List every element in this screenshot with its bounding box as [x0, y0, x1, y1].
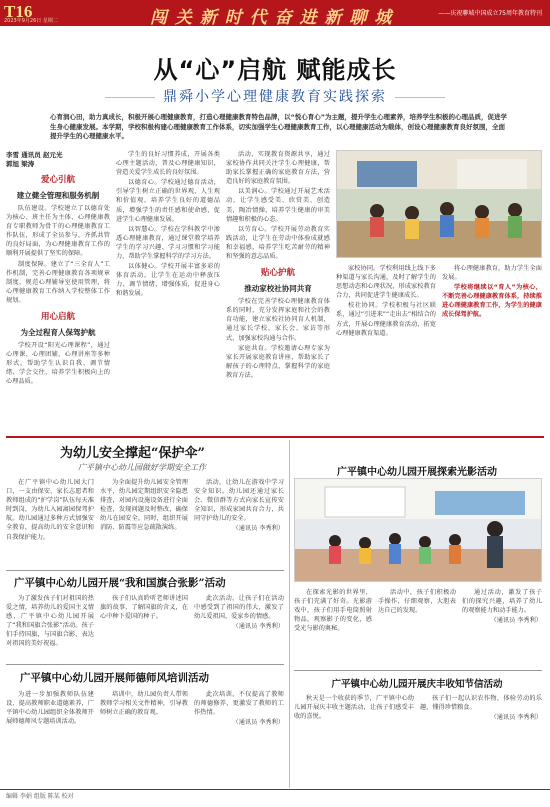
banner-theme: ——庆祝聊城中国成立75周年教育特刊	[438, 10, 542, 17]
page-number: T16	[4, 2, 33, 21]
column-divider	[289, 440, 290, 788]
divider	[6, 664, 284, 665]
article4-col-2	[100, 690, 188, 786]
paragraph: 通过活动，激发了孩子们的探究兴趣，培养了幼儿的观察能力和动手能力。	[462, 589, 542, 615]
right2-col-2	[420, 694, 542, 786]
paragraph: 此次培训，不仅提高了教师的师德修养，更激发了教师的工作热情。	[194, 691, 284, 717]
divider	[294, 670, 542, 671]
paragraph: 培训中，幼儿园负责人带领教师学习相关文件精神，引导教师树立正确的教育观。	[100, 691, 188, 717]
paragraph: 活动，实现教育资源共享，通过家校协作共同关注学生心理健康，帮助家长掌握正确的家庭教育方法，营造良好的家庭教育氛围。	[226, 151, 330, 186]
main-column-4	[336, 264, 436, 430]
issue-date: 2023年9月26日 星期二	[4, 18, 58, 24]
section-subheading: 推动家校社协同共育	[244, 284, 312, 294]
paragraph: 以美润心。学校通过开展艺术活动，让学生感受美、欣赏美、创造美，陶冶情操，培养学生健康的审美情趣和积极的心态。	[226, 188, 330, 223]
page-title: 从“心”启航 赋能成长	[153, 56, 397, 84]
credit: （通讯员 李秀利）	[232, 623, 284, 631]
section-heading: 用心启航	[40, 312, 75, 323]
article-title: 广平镇中心幼儿园开展探索光影活动	[337, 467, 497, 478]
section-subheading: 为全过程育人保驾护航	[20, 328, 96, 338]
article2-col-2	[100, 478, 188, 566]
divider	[6, 436, 544, 438]
activity-photo	[294, 478, 542, 582]
paragraph: 此次活动，让孩子们在活动中感受到了祖国的伟大，激发了幼儿爱祖国、爱家乡的情感。	[194, 595, 284, 621]
paragraph: 队伍建设。学校建立了以德育处为核心、班主任为主体、心理健康教育专职教师为骨干的心理健康教育工作队伍，形成了全员参与、齐抓共管的良好局面，为心理健康教育工作的顺利开展提供了坚实的保障。	[6, 205, 110, 258]
article2-col-1	[6, 478, 94, 566]
footer-credits: 编辑 李娟 组版 陈某 校对	[6, 793, 74, 800]
paragraph: 以德育心。学校通过德育活动，引导学生树立正确的世界观、人生观和价值观，培养学生良好的道德品质，增强学生的责任感和使命感，促进学生心理健康发展。	[116, 179, 220, 223]
main-column-1	[6, 150, 110, 430]
main-column-3	[226, 150, 330, 430]
article2-col-3	[194, 478, 284, 566]
article-title: 广平镇中心幼儿园开展“我和国旗合张影”活动	[14, 577, 226, 589]
paragraph: 将心理健康教育，助力学生全面发展。	[442, 265, 542, 282]
paragraph: 学校将继续以“育人”为核心，不断完善心理健康教育体系，持续推进心理健康教育工作，为学生的健康成长保驾护航。	[442, 284, 542, 319]
article4-col-3	[194, 690, 284, 786]
article3-col-1	[6, 594, 94, 660]
paragraph: 学校在完善学校心理健康教育体系的同时，充分发挥家庭和社会的教育功能，建立家校社协同育人机制，通过家长学校、家长会、家访等形式，加强家校沟通与合作。	[226, 298, 330, 342]
paragraph: 以体健心。学校开展丰富多彩的体育活动，让学生在运动中释放压力、调节情绪、增强体质，促进身心和谐发展。	[116, 263, 220, 298]
section-subheading: 建立健全管理和服务机制	[16, 191, 100, 200]
footer-rule	[0, 789, 550, 790]
paragraph: 校社协同。学校积极与社区联系，通过“引进来”“走出去”相结合的方式，开展心理健康教育活动，拓宽心理健康教育渠道。	[336, 302, 436, 337]
section-heading: 贴心护航	[260, 268, 295, 279]
classroom-photo-icon	[337, 151, 542, 258]
right-col-1	[294, 588, 372, 666]
paragraph: 为全面提升幼儿园安全管理水平，幼儿园定期组织安全隐患排查，对园内设施设备进行全面检查，发现问题及时整改，确保幼儿在园安全。同时，组织开展消防、防震等应急疏散演练。	[100, 479, 188, 532]
article-title: 为幼儿安全撑起“保护伞”	[60, 446, 205, 461]
page-banner	[0, 0, 550, 26]
article3-col-2	[100, 594, 188, 660]
paragraph: 家校协同。学校利用线上线下多种渠道与家长沟通，及时了解学生的思想动态和心理状况，形成家校教育合力，共同促进学生健康成长。	[336, 265, 436, 300]
article-title: 广平镇中心幼儿园开展师德师风培训活动	[20, 672, 209, 684]
paragraph: 以智慧心。学校在学科教学中渗透心理健康教育，通过课堂教学培养学生的学习兴趣、学习习惯和学习能力，帮助学生掌握科学的学习方法。	[116, 225, 220, 261]
article3-col-3	[194, 594, 284, 660]
section-heading: 爱心引航	[40, 175, 75, 185]
right-col-3	[462, 588, 542, 666]
paragraph: 活动中，孩子们积极动手操作，仔细观察，大胆表达自己的发现。	[378, 589, 456, 615]
credit: （通讯员 李秀利）	[490, 714, 542, 722]
credit: （通讯员 李秀利）	[490, 617, 542, 625]
paragraph: 在广平镇中心幼儿园大门口，一支由保安、家长志愿者和教师组成的“护学岗”队伍每天准时到岗，为幼儿入园离园保驾护航。幼儿园通过多种方式加强安全教育，提高幼儿的安全意识和自我保护能力。	[6, 479, 94, 541]
paragraph: 家庭共育。学校邀请心理专家为家长开展家庭教育讲座，帮助家长了解孩子的心理特点，掌握科学的家庭教育方法。	[226, 344, 330, 379]
byline: 李雪 通讯员 赵元光 郭旭 梁涛	[6, 151, 63, 168]
banner-slogan: 闯 关 新 时 代 奋 进 新 聊 城	[150, 8, 393, 28]
paragraph: 在探索光影的世界里，孩子们充满了好奇。光影游戏中，孩子们用手电筒照射物品，观察影子的变化，感受光与影的奥秘。	[294, 589, 372, 633]
page-subtitle: 鼎舜小学心理健康教育实践探索	[0, 86, 550, 106]
credit: （通讯员 李秀利）	[232, 719, 284, 727]
paragraph: 为进一步加强教师队伍建设，提高教师职业道德素养，广平镇中心幼儿园组织全体教师开展师德师风专题培训活动。	[6, 691, 94, 726]
credit: （通讯员 李秀利）	[232, 525, 284, 533]
paragraph: 孩子们一起认识农作物，体验劳动的乐趣，懂得珍惜粮食。	[420, 695, 542, 712]
article4-col-1	[6, 690, 94, 786]
right2-col-1	[294, 694, 414, 786]
main-photo	[336, 150, 542, 258]
main-column-5	[442, 264, 542, 430]
paragraph: 以劳育心。学校开展劳动教育实践活动，让学生在劳动中体验成就感和幸福感，培养学生吃苦耐劳的精神和坚强的意志品质。	[226, 225, 330, 261]
lead-paragraph: 心育润心田，助力真成长，积极开展心理健康教育，打造心理健康教育特色品牌，以“悦心育心”为主题，提升学生心理素养，培养学生积极的心理品质，促进学生身心健康发展。本学期，学校积极构建心理健康教育工作体系，切实加强学生心理健康教育工作，以心理健康活动为载体，创设心理健康教育良好氛围，全面提升学生的心理健康水平。	[50, 113, 508, 140]
divider	[6, 570, 284, 571]
paragraph: 学校开设“阳光心理课程”，通过心理课、心理团辅、心理讲座等多种形式，帮助学生认识自我、调节情绪、学会交往，培养学生积极向上的心理品质。	[6, 342, 110, 386]
paragraph: 秋天是一个收获的季节，广平镇中心幼儿园开展庆丰收主题活动，让孩子们感受丰收的喜悦。	[294, 695, 414, 721]
paragraph: 学生的良好习惯养成，开展各类心理主题活动，普及心理健康知识，营造关爱学生成长的良好氛围。	[116, 151, 220, 177]
paragraph: 制度保障。建立了“三全育人”工作机制，完善心理健康教育各项规章制度，规范心理辅导室使用管理，将心理健康教育工作纳入学校整体工作规划。	[6, 260, 110, 304]
right-col-2	[378, 588, 456, 666]
paragraph: 孩子们认真聆听老师讲述国旗的故事，了解国旗的含义，在心中种下爱国的种子。	[100, 595, 188, 621]
paragraph: 为了激发孩子们对祖国的热爱之情，培养幼儿的爱国主义情感，广平镇中心幼儿园开展了“我和国旗合张影”活动。孩子们手持国旗，与国旗合影，表达对祖国的美好祝福。	[6, 595, 94, 648]
article-title: 广平镇中心幼儿园开展庆丰收知节信活动	[331, 679, 503, 690]
kindergarten-photo-icon	[295, 479, 542, 582]
article-subtitle: 广平镇中心幼儿园做好学期安全工作	[78, 463, 206, 472]
main-column-2	[116, 150, 220, 430]
paragraph: 活动，让幼儿在游戏中学习安全知识。幼儿园还通过家长会、微信群等方式向家长宣传安全知识，形成家园共育合力，共同守护幼儿的安全。	[194, 479, 284, 523]
